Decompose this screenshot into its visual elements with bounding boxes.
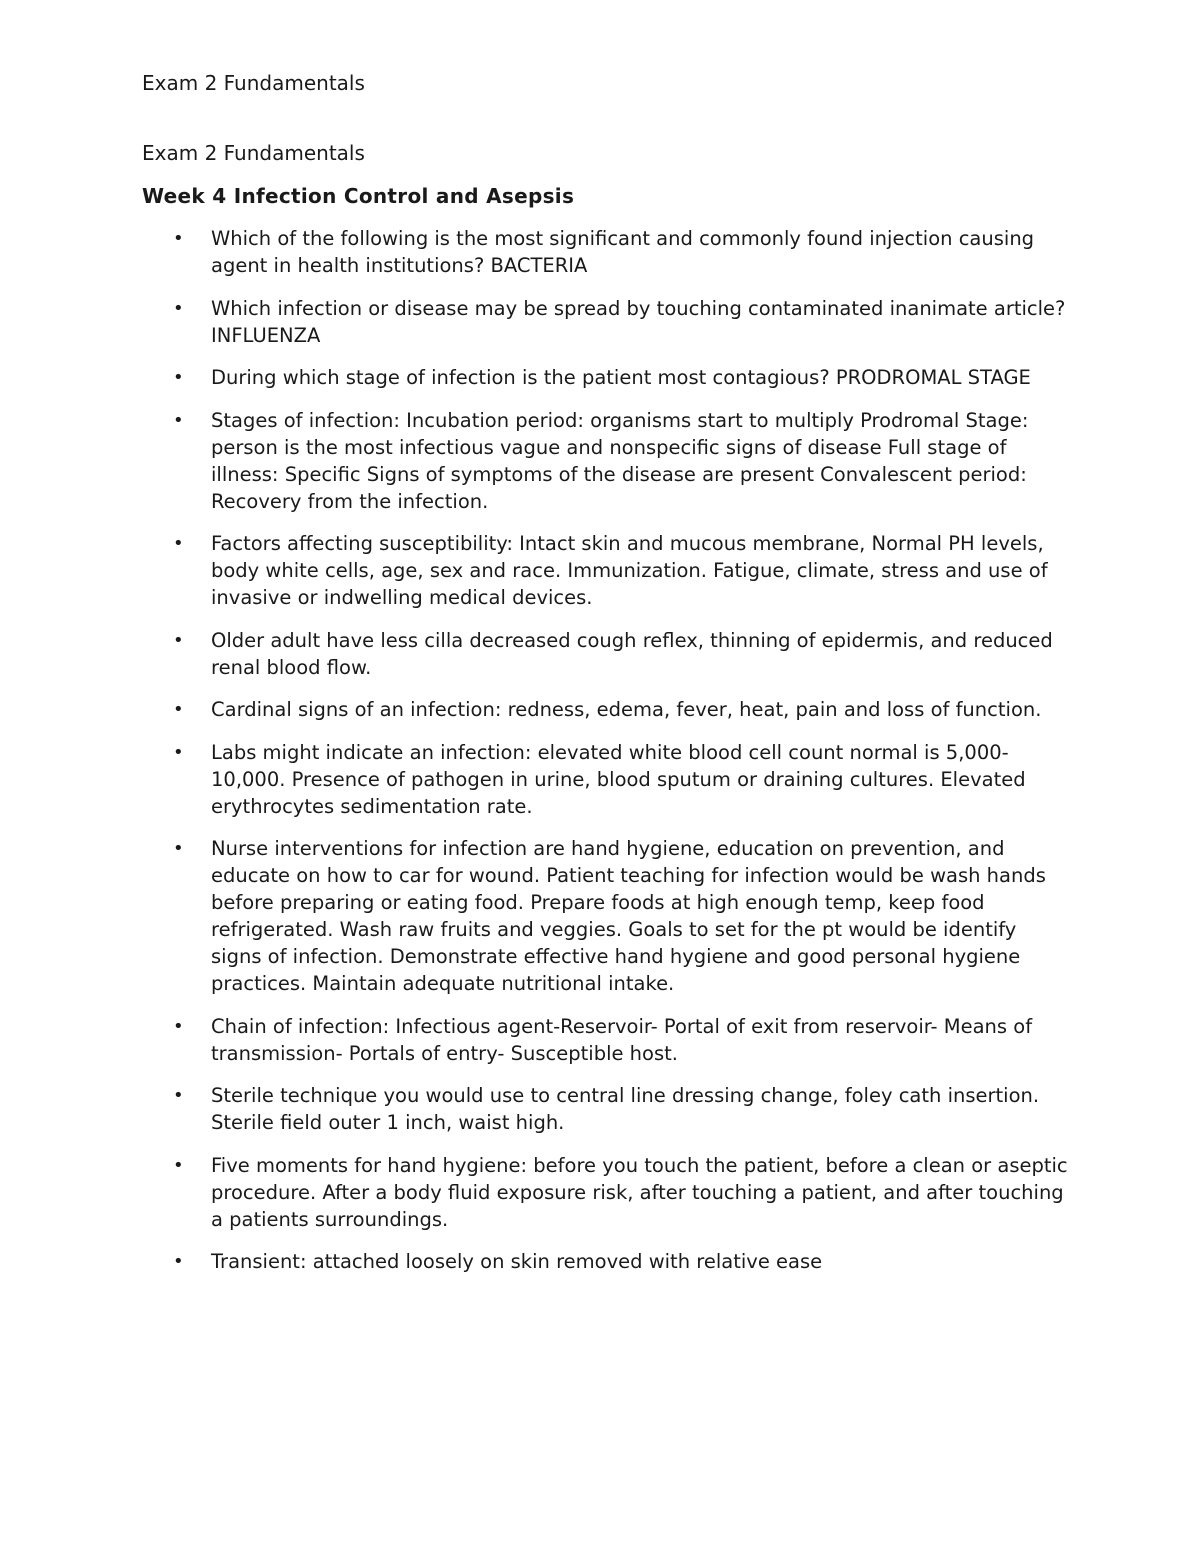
bullet-icon: • xyxy=(173,1015,184,1037)
bullet-icon: • xyxy=(173,1251,184,1272)
bullet-icon: • xyxy=(173,1154,184,1176)
document-body xyxy=(142,140,1072,1291)
list-item-text: Older adult have less cilla decreased cough reflex, thinning of epidermis, and reduced renal blood flow. xyxy=(211,628,1053,679)
list-item-text: Chain of infection: Infectious agent-Reservoir- Portal of exit from reservoir- Means of transmission- Portals of entry- Susceptible host. xyxy=(211,1014,1033,1065)
document-title: Exam 2 Fundamentals xyxy=(142,141,365,165)
list-item xyxy=(142,835,1072,997)
bullet-list xyxy=(142,225,1072,1275)
list-item-text: Five moments for hand hygiene: before you touch the patient, before a clean or aseptic procedure. After a body fluid exposure risk, after touching a patient, and after touching a patients surroundings. xyxy=(211,1153,1068,1231)
list-item xyxy=(142,407,1072,515)
section-heading: Week 4 Infection Control and Asepsis xyxy=(142,184,575,208)
bullet-icon: • xyxy=(173,1085,184,1106)
bullet-icon: • xyxy=(173,533,184,554)
list-item xyxy=(142,696,1072,723)
list-item xyxy=(142,1248,1072,1275)
list-item xyxy=(142,225,1072,279)
list-item xyxy=(142,1082,1072,1136)
list-item xyxy=(142,364,1072,391)
bullet-icon: • xyxy=(173,741,184,763)
bullet-icon: • xyxy=(173,297,184,319)
bullet-icon: • xyxy=(173,699,184,720)
list-item xyxy=(142,739,1072,820)
bullet-icon: • xyxy=(173,629,184,651)
list-item-text: Which of the following is the most significant and commonly found injection causing agent in health institutions? BACTERIA xyxy=(211,227,1035,277)
list-item xyxy=(142,530,1072,611)
list-item-text: During which stage of infection is the patient most contagious? PRODROMAL STAGE xyxy=(211,366,1031,389)
bullet-icon: • xyxy=(173,838,184,859)
list-item-text: Nurse interventions for infection are hand hygiene, education on prevention, and educate on how to car for wound. Patient teaching for infection would be wash hands before preparing or eating food. Prepare foods at high enough temp, keep food refrigerated. Wash raw fruits and veggies. Goals to set for the pt would be identify signs of infection. Demonstrate effective hand hygiene and good personal hygiene practices. Maintain adequate nutritional intake. xyxy=(211,837,1046,995)
list-item xyxy=(142,627,1072,681)
bullet-icon: • xyxy=(173,367,184,388)
bullet-icon: • xyxy=(173,228,184,249)
list-item xyxy=(142,1013,1072,1067)
list-item-text: Sterile technique you would use to central line dressing change, foley cath insertion. Sterile field outer 1 inch, waist high. xyxy=(211,1084,1040,1134)
list-item-text: Which infection or disease may be spread by touching contaminated inanimate article? INFLUENZA xyxy=(211,296,1066,347)
list-item xyxy=(142,1152,1072,1233)
list-item-text: Transient: attached loosely on skin removed with relative ease xyxy=(211,1250,823,1273)
list-item xyxy=(142,295,1072,349)
list-item-text: Factors affecting susceptibility: Intact skin and mucous membrane, Normal PH levels, body white cells, age, sex and race. Immunization. Fatigue, climate, stress and use of invasive or indwelling medical devices. xyxy=(211,532,1048,609)
bullet-icon: • xyxy=(173,409,184,431)
list-item-text: Cardinal signs of an infection: redness, edema, fever, heat, pain and loss of function. xyxy=(211,698,1042,721)
list-item-text: Labs might indicate an infection: elevated white blood cell count normal is 5,000-10,000. Presence of pathogen in urine, blood sputum or draining cultures. Elevated erythrocytes sedimentation rate. xyxy=(211,740,1026,818)
running-header: Exam 2 Fundamentals xyxy=(142,71,365,95)
list-item-text: Stages of infection: Incubation period: organisms start to multiply Prodromal Stage: person is the most infectious vague and nonspecific signs of disease Full stage of illness: Specific Signs of symptoms of the disease are present Convalescent period: Recovery from the infection. xyxy=(211,408,1029,513)
